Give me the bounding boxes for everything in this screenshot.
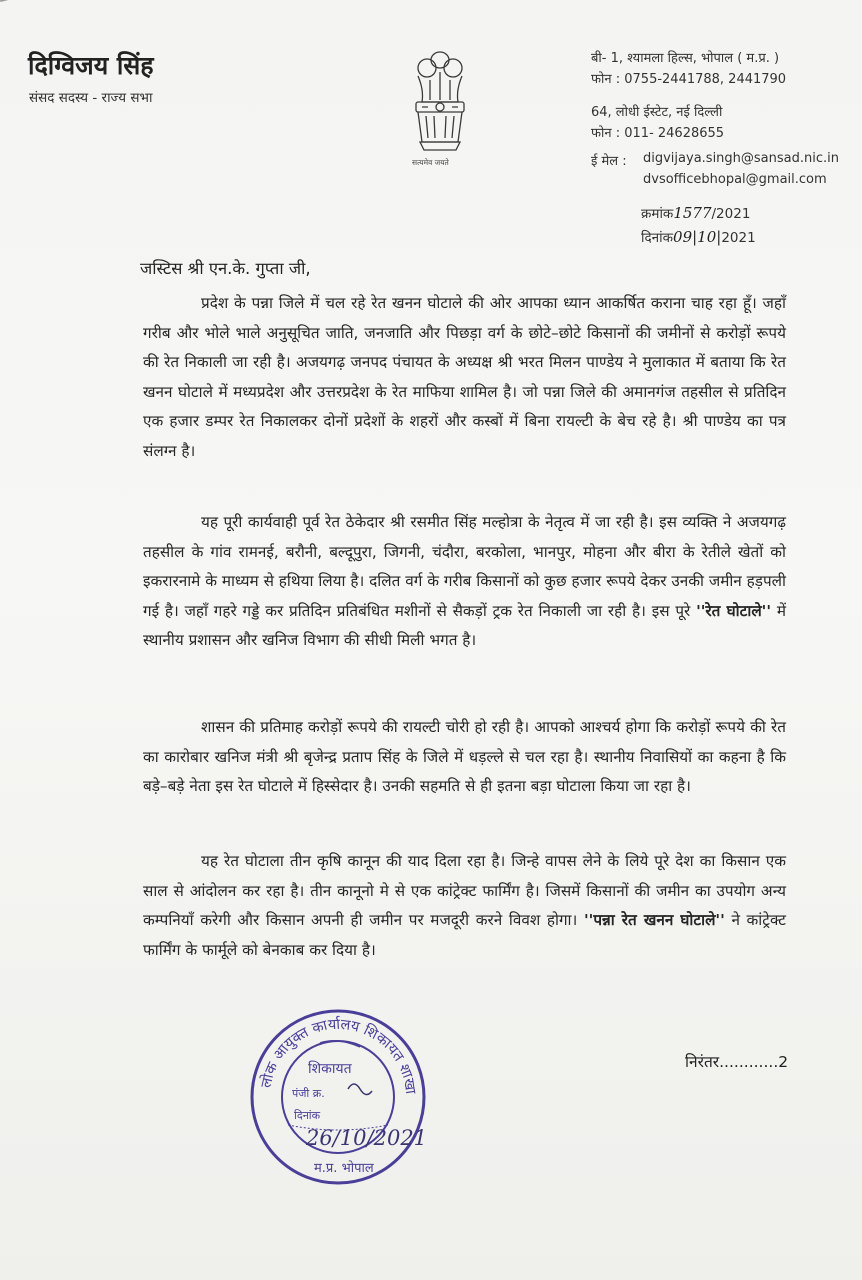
reference-number-suffix: /2021 bbox=[711, 206, 751, 222]
phone-bhopal: फोन : 0755-2441788, 2441790 bbox=[591, 72, 787, 87]
reference-date bbox=[641, 228, 756, 246]
sender-title: संसद सदस्य - राज्य सभा bbox=[29, 90, 153, 106]
reference-number bbox=[641, 204, 750, 222]
paragraph-2-text-a: यह पूरी कार्यवाही पूर्व रेत ठेकेदार श्री रसमीत सिंह मल्होत्रा के नेतृत्व में जा रही है। इस व्यक्ति ने अजयगढ़ तहसील के गांव रामनई, बरौनी, बल्दूपुरा, जिगनी, चंदौरा, बरकोला, भानपुर, मोहना और बीरा के रेतीले खेतों को इकरारनामे के माध्यम से हथिया लिया है। दलित वर्ग के गरीब किसानों को कुछ हजार रूपये देकर उनकी जमीन हड़पली गई है। जहाँ गहरे गड्डे कर प्रतिदिन प्रतिबंधित मशीनों से सैकड़ों ट्रक रेत निकाली जा रही है। इस पूरे bbox=[143, 513, 786, 620]
address-bhopal: बी- 1, श्यामला हिल्स, भोपाल ( म.प्र. ) bbox=[591, 51, 780, 66]
stamp-ring-text: लोक आयुक्त कार्यालय शिकायत शाखा bbox=[258, 1016, 419, 1096]
stamp-date-value: 26/10/2021 bbox=[306, 1126, 428, 1150]
stamp-signature-scribble bbox=[348, 1084, 372, 1095]
paragraph-2-emphasis: ''रेत घोटाले'' bbox=[696, 601, 772, 620]
svg-text:लोक आयुक्त कार्यालय शिकायत शाख bbox=[258, 1016, 419, 1096]
paragraph-4-emphasis: ''पन्ना रेत खनन घोटाले'' bbox=[583, 911, 725, 929]
paragraph-2-text-b: में स्थानीय प्रशासन और खनिज विभाग की सीधी मिली भगत है। bbox=[143, 601, 786, 649]
emblem-motto: सत्यमेव जयते bbox=[412, 158, 449, 167]
state-emblem-icon bbox=[404, 46, 476, 176]
phone-delhi: फोन : 011- 24628655 bbox=[591, 126, 725, 141]
salutation: जस्टिस श्री एन.के. गुप्ता जी, bbox=[140, 259, 311, 278]
paragraph-2 bbox=[143, 508, 786, 656]
address-delhi: 64, लोधी ईस्टेट, नई दिल्ली bbox=[591, 105, 723, 120]
stamp-place: म.प्र. भोपाल bbox=[314, 1161, 374, 1176]
email-secondary: dvsofficebhopal@gmail.com bbox=[643, 172, 827, 187]
page-fold-mark bbox=[0, 0, 75, 27]
paragraph-3: शासन की प्रतिमाह करोड़ों रूपये की रायल्टी चोरी हो रही है। आपको आश्चर्य होगा कि करोड़ों रूपये की रेत का कारोबार खनिज मंत्री श्री बृजेन्द्र प्रताप सिंह के जिले में धड़ल्ले से चल रहा है। स्थानीय निवासियों का कहना है कि बड़े–बड़े नेता इस रेत घोटाले में हिस्सेदार है। उनकी सहमति से ही इतना बड़ा घोटाला किया जा रहा है। bbox=[143, 718, 786, 795]
paragraph-4-text-b: ने कांट्रेक्ट फार्मिंग के फार्मूले को बेनकाब कर दिया है। bbox=[143, 911, 787, 959]
stamp-date-label: दिनांक bbox=[294, 1109, 321, 1122]
reference-date-label: दिनांक bbox=[641, 230, 674, 246]
reference-date-value: 09|10| bbox=[673, 228, 722, 246]
stamp-register-label: पंजी क्र. bbox=[292, 1087, 325, 1100]
reference-number-label: क्रमांक bbox=[641, 206, 674, 222]
reference-date-suffix: 2021 bbox=[721, 230, 756, 246]
email-primary: digvijaya.singh@sansad.nic.in bbox=[643, 151, 839, 166]
paragraph-4 bbox=[143, 847, 786, 965]
reference-number-value: 1577 bbox=[673, 204, 712, 222]
paragraph-1: प्रदेश के पन्ना जिले में चल रहे रेत खनन घोटाले की ओर आपका ध्यान आकर्षित कराना चाह रहा हूँ। जहाँ गरीब और भोले भाले अनुसूचित जाति, जनजाति और पिछड़ा वर्ग के छोटे–छोटे किसानों की जमीनों से करोड़ों रूपये की रेत निकाली जा रही है। अजयगढ़ जनपद पंचायत के अध्यक्ष श्री भरत मिलन पाण्डेय ने मुलाकात में बताया कि रेत खनन घोटाले में मध्यप्रदेश और उत्तरप्रदेश के रेत माफिया शामिल है। जो पन्ना जिले की अमानगंज तहसील से प्रतिदिन एक हजार डम्पर रेत निकालकर दोनों प्रदेशों के शहरों और कस्बों में बिना रायल्टी के बेच रहे है। श्री पाण्डेय का पत्र संलग्न है। bbox=[143, 294, 786, 460]
email-label: ई मेल : bbox=[591, 154, 627, 169]
sender-name: दिग्विजय सिंह bbox=[28, 51, 154, 80]
stamp-center-title: शिकायत bbox=[308, 1061, 352, 1077]
lokayukt-complaint-stamp bbox=[248, 1007, 428, 1187]
continuation-note: निरंतर............2 bbox=[685, 1053, 789, 1071]
paragraph-4-text-a: यह रेत घोटाला तीन कृषि कानून की याद दिला रहा है। जिन्हे वापस लेने के लिये पूरे देश का किसान एक साल से आंदोलन कर रहा है। तीन कानूनो मे से एक कांट्रेक्ट फार्मिंग है। जिसमें किसानों की जमीन का उपयोग अन्य कम्पनियॉं करेगी और किसान अपनी ही जमीन पर मजदूरी करने विवश होगा। bbox=[143, 852, 786, 929]
